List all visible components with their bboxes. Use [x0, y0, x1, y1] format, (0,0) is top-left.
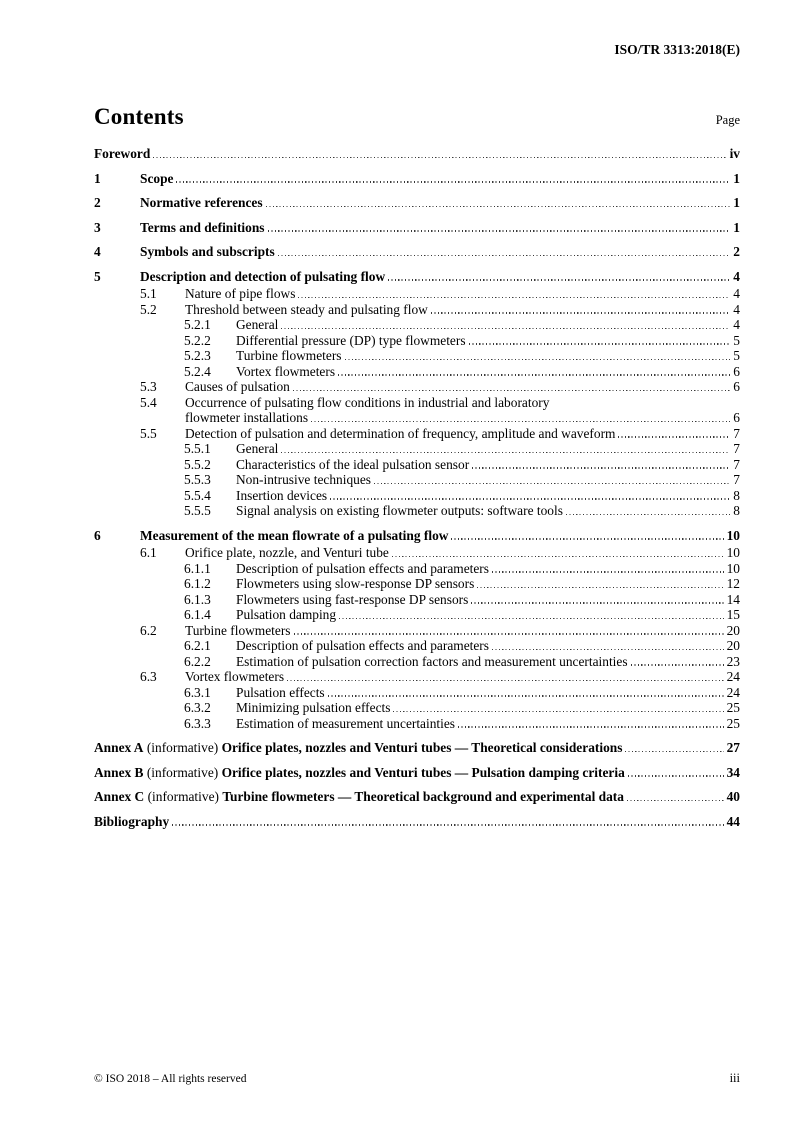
toc-entry-number: 6.3.2 [184, 700, 211, 715]
toc-entry-label: General [236, 317, 279, 332]
toc-entry-page: 7 [733, 441, 740, 456]
toc-entry [94, 669, 740, 685]
toc-entry-label: Turbine flowmeters — Theoretical background and experimental data [222, 789, 624, 804]
toc-entry [94, 317, 740, 333]
toc-entry-label: Signal analysis on existing flowmeter outputs: software tools [236, 503, 563, 518]
toc-entry-number: 6.3.3 [184, 715, 211, 731]
toc-entry-page: 20 [726, 638, 740, 653]
toc-entry-label: Estimation of pulsation correction factors and measurement uncertainties [236, 653, 628, 669]
toc-entry-label: Vortex flowmeters [236, 363, 336, 379]
toc-leader-dots [451, 538, 723, 539]
toc-leader-dots [458, 726, 724, 727]
toc-entry-page: 25 [726, 700, 740, 715]
toc-leader-dots [628, 775, 724, 776]
toc-entry-prefix: Annex C [94, 789, 145, 804]
toc-entry [94, 348, 740, 364]
toc-leader-dots [469, 343, 731, 344]
toc-entry [94, 472, 740, 488]
toc-list [94, 146, 740, 829]
toc-entry-number: 6.3.1 [184, 684, 211, 700]
toc-entry-number: 4 [94, 244, 101, 259]
toc-entry-number: 5 [94, 268, 101, 284]
toc-entry-page: 8 [733, 503, 740, 518]
toc-entry-number: 6.1.2 [184, 576, 211, 591]
toc-entry-page: 15 [726, 607, 740, 622]
toc-entry-number: 5.5.2 [184, 456, 211, 472]
toc-entry-label: General [236, 441, 279, 456]
toc-entry-number: 6.1 [140, 545, 157, 560]
toc-entry [94, 269, 740, 285]
toc-entry-number: 6.1.1 [184, 560, 211, 576]
toc-entry-label: Measurement of the mean flowrate of a pulsating flow [140, 527, 449, 543]
toc-leader-dots [328, 695, 724, 696]
contents-header [94, 104, 740, 130]
toc-entry-number: 5.2.3 [184, 348, 211, 363]
toc-entry [94, 488, 740, 504]
toc-entry-label: Flowmeters using fast-response DP sensors [236, 591, 469, 607]
toc-entry [94, 171, 740, 187]
toc-entry-label: Turbine flowmeters [185, 622, 291, 638]
toc-entry-label: Description of pulsation effects and parameters [236, 560, 489, 576]
toc-entry [94, 740, 740, 756]
toc-entry-label: Symbols and subscripts [140, 244, 275, 259]
toc-entry-number: 6.2.1 [184, 638, 211, 653]
toc-entry-label: Terms and definitions [140, 219, 265, 235]
toc-entry-label: Vortex flowmeters [185, 669, 285, 684]
toc-entry-page: 7 [733, 425, 740, 441]
toc-entry-page: 5 [733, 348, 740, 363]
toc-entry-page: 6 [733, 410, 740, 425]
toc-entry-page: 24 [726, 684, 740, 700]
document-footer [94, 1071, 740, 1086]
toc-leader-dots [631, 664, 724, 665]
toc-leader-dots [311, 421, 730, 422]
toc-entry-label: Flowmeters using slow-response DP sensors [236, 576, 475, 591]
toc-entry-page: 44 [726, 813, 740, 829]
toc-entry-label: Estimation of measurement uncertainties [236, 715, 456, 731]
toc-entry-number: 6 [94, 527, 101, 543]
toc-entry [94, 814, 740, 830]
toc-entry-label: Description of pulsation effects and parameters [236, 638, 489, 653]
toc-entry-label-continued: flowmeter installations [185, 410, 309, 425]
toc-entry-page: 25 [726, 715, 740, 731]
toc-leader-dots [266, 206, 731, 207]
toc-entry [94, 395, 740, 411]
toc-leader-dots [471, 602, 723, 603]
toc-entry-number: 5.5.4 [184, 487, 211, 503]
toc-entry-page: 4 [733, 268, 740, 284]
toc-entry-label: Bibliography [94, 813, 170, 829]
toc-entry-label: Scope [140, 170, 174, 186]
toc-entry-label: Detection of pulsation and determination of frequency, amplitude and waveform [185, 425, 616, 441]
toc-entry [94, 457, 740, 473]
toc-entry-label: Turbine flowmeters [236, 348, 342, 363]
toc-entry-number: 5.2.1 [184, 317, 211, 332]
toc-entry-number: 1 [94, 170, 101, 186]
toc-entry-page: 10 [726, 545, 740, 560]
toc-entry-page: 34 [726, 764, 740, 780]
toc-leader-dots [278, 255, 731, 256]
toc-entry-label: Causes of pulsation [185, 379, 290, 394]
toc-entry [94, 561, 740, 577]
document-reference: ISO/TR 3313:2018(E) [614, 42, 740, 57]
toc-entry-number: 6.1.4 [184, 607, 211, 622]
toc-entry [94, 244, 740, 260]
toc-entry-number: 6.3 [140, 669, 157, 684]
toc-leader-dots [176, 181, 730, 182]
page-column-label: Page [715, 113, 740, 127]
toc-entry [94, 441, 740, 457]
toc-entry [94, 576, 740, 592]
toc-leader-dots [153, 157, 726, 158]
toc-entry [94, 607, 740, 623]
toc-entry [94, 545, 740, 561]
toc-leader-dots [431, 312, 730, 313]
toc-entry-label: Threshold between steady and pulsating flow [185, 301, 428, 317]
toc-leader-dots [294, 633, 724, 634]
toc-entry [94, 685, 740, 701]
toc-entry-page: 1 [733, 170, 740, 186]
toc-entry-page: 1 [733, 219, 740, 235]
toc-leader-dots [374, 483, 730, 484]
toc-leader-dots [492, 649, 724, 650]
toc-entry-page: 6 [733, 379, 740, 394]
toc-entry-page: 4 [733, 286, 740, 301]
toc-entry-page: 6 [733, 363, 740, 379]
toc-entry-label: Description and detection of pulsating flow [140, 268, 386, 284]
toc-entry-page: 24 [726, 669, 740, 684]
toc-entry-page: 14 [726, 591, 740, 607]
toc-entry-label: Occurrence of pulsating flow conditions in industrial and laboratory [185, 394, 550, 410]
toc-leader-dots [338, 374, 730, 375]
toc-leader-dots [477, 587, 723, 588]
toc-entry-prefix: Annex A [94, 740, 144, 755]
toc-entry [94, 364, 740, 380]
toc-entry [94, 528, 740, 544]
toc-entry-label: Orifice plate, nozzle, and Venturi tube [185, 545, 389, 560]
toc-entry-page: 4 [733, 301, 740, 317]
toc-entry-page: 20 [726, 622, 740, 638]
toc-entry [94, 765, 740, 781]
toc-entry [94, 302, 740, 318]
toc-entry-number: 5.5.5 [184, 503, 211, 518]
toc-leader-dots [627, 800, 724, 801]
toc-leader-dots [472, 467, 730, 468]
toc-entry-prefix: Annex B [94, 764, 144, 780]
toc-entry-page: 10 [726, 560, 740, 576]
toc-leader-dots [281, 452, 730, 453]
toc-leader-dots [392, 556, 724, 557]
toc-entry-label: Orifice plates, nozzles and Venturi tubes — Pulsation damping criteria [221, 764, 625, 780]
toc-entry-label: Pulsation damping [236, 607, 337, 622]
toc-entry-label: Normative references [140, 195, 263, 210]
toc-entry-page: 8 [733, 487, 740, 503]
toc-entry [94, 623, 740, 639]
toc-leader-dots [566, 514, 730, 515]
toc-entry-infix: (informative) [143, 740, 222, 755]
toc-entry [94, 195, 740, 211]
toc-entry-page: 5 [733, 332, 740, 348]
toc-entry-page: 4 [733, 317, 740, 332]
toc-entry [94, 503, 740, 519]
toc-leader-dots [339, 618, 724, 619]
toc-entry [94, 146, 740, 162]
toc-entry-number: 5.1 [140, 286, 157, 301]
toc-leader-dots [293, 390, 730, 391]
toc-entry-page: iv [729, 146, 740, 161]
toc-entry-infix: (informative) [144, 789, 223, 804]
toc-leader-dots [393, 711, 723, 712]
toc-leader-dots [287, 680, 724, 681]
toc-entry-number: 6.2.2 [184, 653, 211, 669]
toc-entry [94, 592, 740, 608]
contents-title: Contents [94, 104, 184, 129]
toc-entry-number: 6.1.3 [184, 591, 211, 607]
toc-leader-dots [330, 498, 730, 499]
toc-leader-dots [268, 230, 731, 231]
toc-entry [94, 426, 740, 442]
toc-entry-label: Pulsation effects [236, 684, 325, 700]
toc-entry-page: 1 [733, 195, 740, 210]
toc-entry-number: 5.5.1 [184, 441, 211, 456]
toc-entry [94, 789, 740, 805]
toc-entry-page: 27 [726, 740, 740, 755]
toc-entry-number: 5.4 [140, 394, 157, 410]
toc-entry [94, 638, 740, 654]
toc-entry-number: 3 [94, 219, 101, 235]
toc-entry-page: 23 [726, 653, 740, 669]
toc-entry-label: Characteristics of the ideal pulsation sensor [236, 456, 470, 472]
toc-entry [94, 286, 740, 302]
toc-entry-label: Nature of pipe flows [185, 286, 296, 301]
toc-entry-number: 2 [94, 195, 101, 210]
toc-entry-number: 5.3 [140, 379, 157, 394]
page-number: iii [729, 1071, 740, 1085]
toc-entry-number: 5.5 [140, 425, 157, 441]
toc-entry-label: Foreword [94, 146, 151, 161]
toc-entry-page: 7 [733, 456, 740, 472]
toc-entry [94, 379, 740, 395]
toc-entry [94, 333, 740, 349]
toc-entry-number: 5.5.3 [184, 472, 211, 487]
toc-entry [94, 654, 740, 670]
toc-entry-number: 5.2.2 [184, 332, 211, 348]
toc-entry-number: 6.2 [140, 622, 157, 638]
toc-entry [94, 700, 740, 716]
toc-entry-number: 5.2 [140, 301, 157, 317]
toc-leader-dots [281, 328, 730, 329]
toc-entry-label: Minimizing pulsation effects [236, 700, 391, 715]
toc-leader-dots [618, 436, 730, 437]
toc-entry-page: 10 [726, 527, 740, 543]
toc-leader-dots [388, 279, 730, 280]
toc-entry-page: 7 [733, 472, 740, 487]
document-header [94, 42, 740, 58]
toc-entry-label: Insertion devices [236, 487, 328, 503]
toc-leader-dots [298, 297, 730, 298]
toc-entry-page: 40 [726, 789, 740, 804]
toc-entry [94, 220, 740, 236]
toc-entry [94, 410, 740, 426]
toc-entry-number: 5.2.4 [184, 363, 211, 379]
toc-entry-label: Differential pressure (DP) type flowmeters [236, 332, 466, 348]
toc-entry-page: 12 [726, 576, 740, 591]
toc-entry-label: Non-intrusive techniques [236, 472, 371, 487]
toc-leader-dots [345, 359, 731, 360]
copyright-notice: © ISO 2018 – All rights reserved [94, 1073, 247, 1085]
toc-entry [94, 716, 740, 732]
toc-entry-page: 2 [733, 244, 740, 259]
toc-leader-dots [172, 824, 723, 825]
toc-entry-label: Orifice plates, nozzles and Venturi tubes — Theoretical considerations [221, 740, 623, 755]
toc-entry-infix: (informative) [143, 764, 222, 780]
toc-leader-dots [492, 571, 724, 572]
toc-leader-dots [625, 751, 723, 752]
